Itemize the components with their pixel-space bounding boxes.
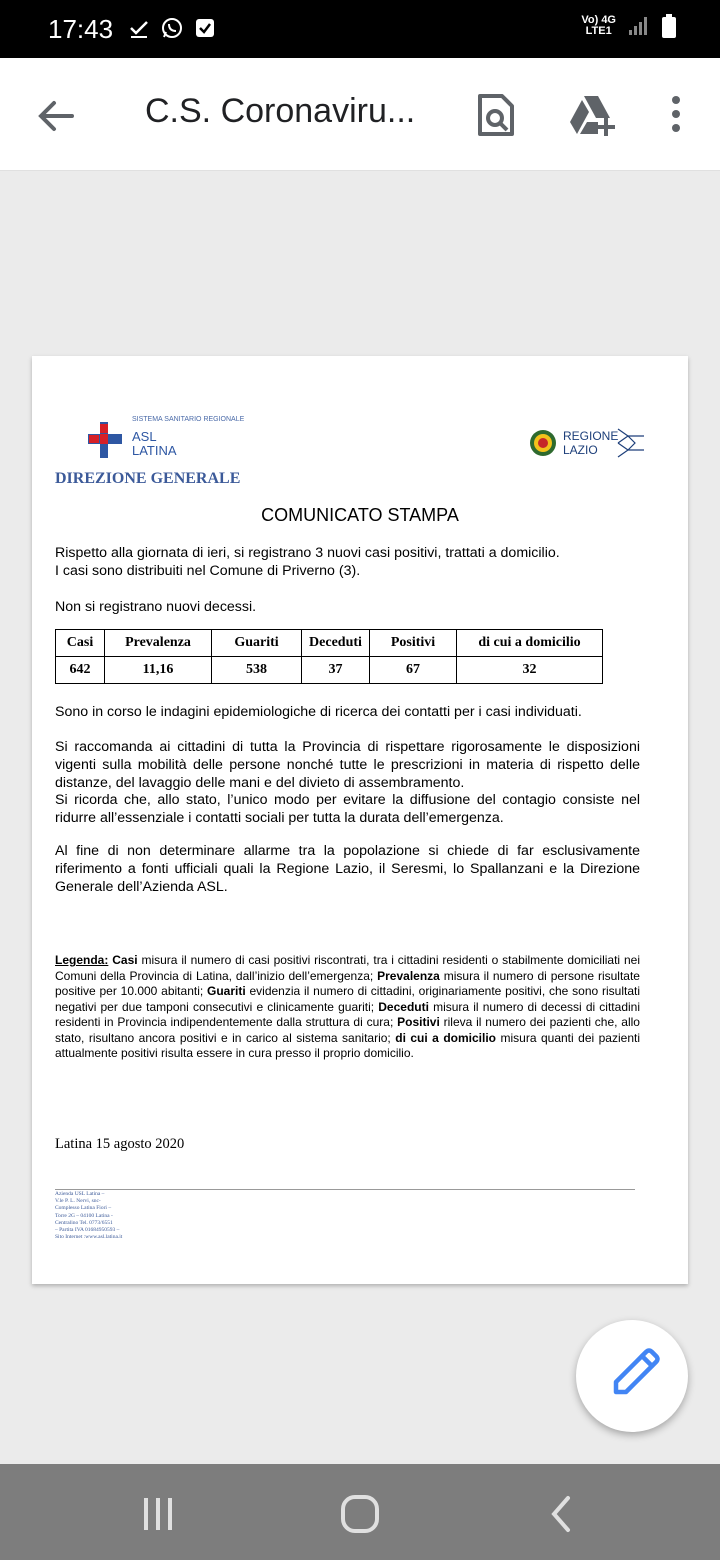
paragraph-new-cases: Rispetto alla giornata di ieri, si registrano 3 nuovi casi positivi, trattati a domicilio. I casi sono distribuiti nel Comune di Priverno (3). [55, 545, 560, 579]
more-options-icon[interactable] [664, 92, 688, 138]
stats-table [55, 629, 603, 684]
table-cell: 11,16 [105, 657, 212, 684]
table-cell: 32 [457, 657, 603, 684]
document-date: Latina 15 agosto 2020 [55, 1136, 185, 1152]
home-icon[interactable] [340, 1494, 380, 1534]
table-header-cell: Prevalenza [105, 630, 212, 657]
paragraph-recommendation: Si raccomanda ai cittadini di tutta la Provincia di rispettare rigorosamente le disposizioni vigenti sulla mobilità delle persone nonché tutte le prescrizioni in materia di rispetto delle distanze, del lavaggio delle mani e del divieto di assembramento. [55, 739, 640, 791]
clock: 17:43 [48, 14, 114, 44]
signal-icon [628, 15, 650, 37]
back-nav-icon[interactable] [546, 1494, 576, 1534]
table-cell: 67 [370, 657, 457, 684]
app-bar [0, 58, 720, 171]
legend-paragraph: Legenda: Casi misura il numero di casi positivi riscontrati, tra i cittadini residenti o stabilmente domiciliati nei Comuni della Provincia di Latina, dall’inizio dell’emergenza; Prevalenza misura il numero di persone risultate positive per 10.000 abitanti; Guariti evidenzia il numero di cittadini, originariamente positivi, che sono risultati negativi per due tamponi consecutivi e clinicamente guariti; Deceduti misura il numero di decessi di cittadini residenti in Provincia indipendentemente dalla struttura di cura; Positivi rileva il numero dei pazienti che, allo stato, risultano ancora positivi e in carico al sistema sanitario; di cui a domicilio misura quanti dei pazienti attualmente positivi risulta essere in cura presso il proprio domicilio. [55, 953, 640, 1060]
table-header-row [56, 630, 603, 657]
recent-apps-icon[interactable] [140, 1496, 176, 1532]
network-indicator: Vo) 4G LTE1 [581, 14, 616, 37]
table-cell: 642 [56, 657, 105, 684]
direzione-generale: DIREZIONE GENERALE [55, 470, 241, 487]
status-bar [0, 0, 720, 58]
table-cell: 538 [212, 657, 302, 684]
checkbox-notification-icon [194, 17, 216, 39]
whatsapp-icon [160, 16, 184, 40]
asl-name: ASL LATINA [132, 429, 177, 458]
system-navigation-bar [0, 1464, 720, 1560]
paragraph-reminder: Si ricorda che, allo stato, l’unico modo per evitare la diffusione del contagio consiste nel ridurre all’essenziale i contatti sociali per tutta la durata dell’emergenza. [55, 792, 640, 826]
regione-lazio-name: REGIONE LAZIO [563, 429, 619, 457]
footer-divider [55, 1189, 635, 1190]
table-header-cell: di cui a domicilio [457, 630, 603, 657]
find-in-page-icon[interactable] [474, 92, 518, 138]
table-header-cell: Casi [56, 630, 105, 657]
back-arrow-icon[interactable] [34, 94, 78, 138]
asl-tagline: SISTEMA SANITARIO REGIONALE [132, 416, 245, 423]
battery-icon [662, 14, 676, 38]
paragraph-investigations: Sono in corso le indagini epidemiologiche di ricerca dei contatti per i casi individuati. [55, 704, 582, 720]
table-cell: 37 [302, 657, 370, 684]
document-title: C.S. Coronaviru... [145, 92, 416, 130]
edit-fab-button[interactable] [576, 1320, 688, 1432]
pencil-icon [576, 1320, 688, 1432]
paragraph-official-sources: Al fine di non determinare allarme tra la popolazione si chiede di far esclusivamente riferimento a fonti ufficiali quali la Regione Lazio, il Seresmi, lo Spallanzani e la Direzione Generale dell’Azienda ASL. [55, 843, 640, 895]
paragraph-no-deaths: Non si registrano nuovi decessi. [55, 599, 257, 615]
document-heading: COMUNICATO STAMPA [261, 505, 459, 525]
document-footer: Azienda USL Latina – V.le P. L. Nervi, snc- Complesso Latina Fiori – Torre 2G – 04100 Latina - Centralino Tel. 0773/6551 – Partita IVA 01684950593 – Sito Internet :www.asl.latina.it [55, 1191, 123, 1241]
table-header-cell: Deceduti [302, 630, 370, 657]
table-row [56, 657, 603, 684]
asl-cross-logo [56, 412, 126, 464]
table-header-cell: Positivi [370, 630, 457, 657]
table-header-cell: Guariti [212, 630, 302, 657]
add-to-drive-icon[interactable] [568, 92, 618, 138]
download-done-icon [128, 17, 150, 39]
